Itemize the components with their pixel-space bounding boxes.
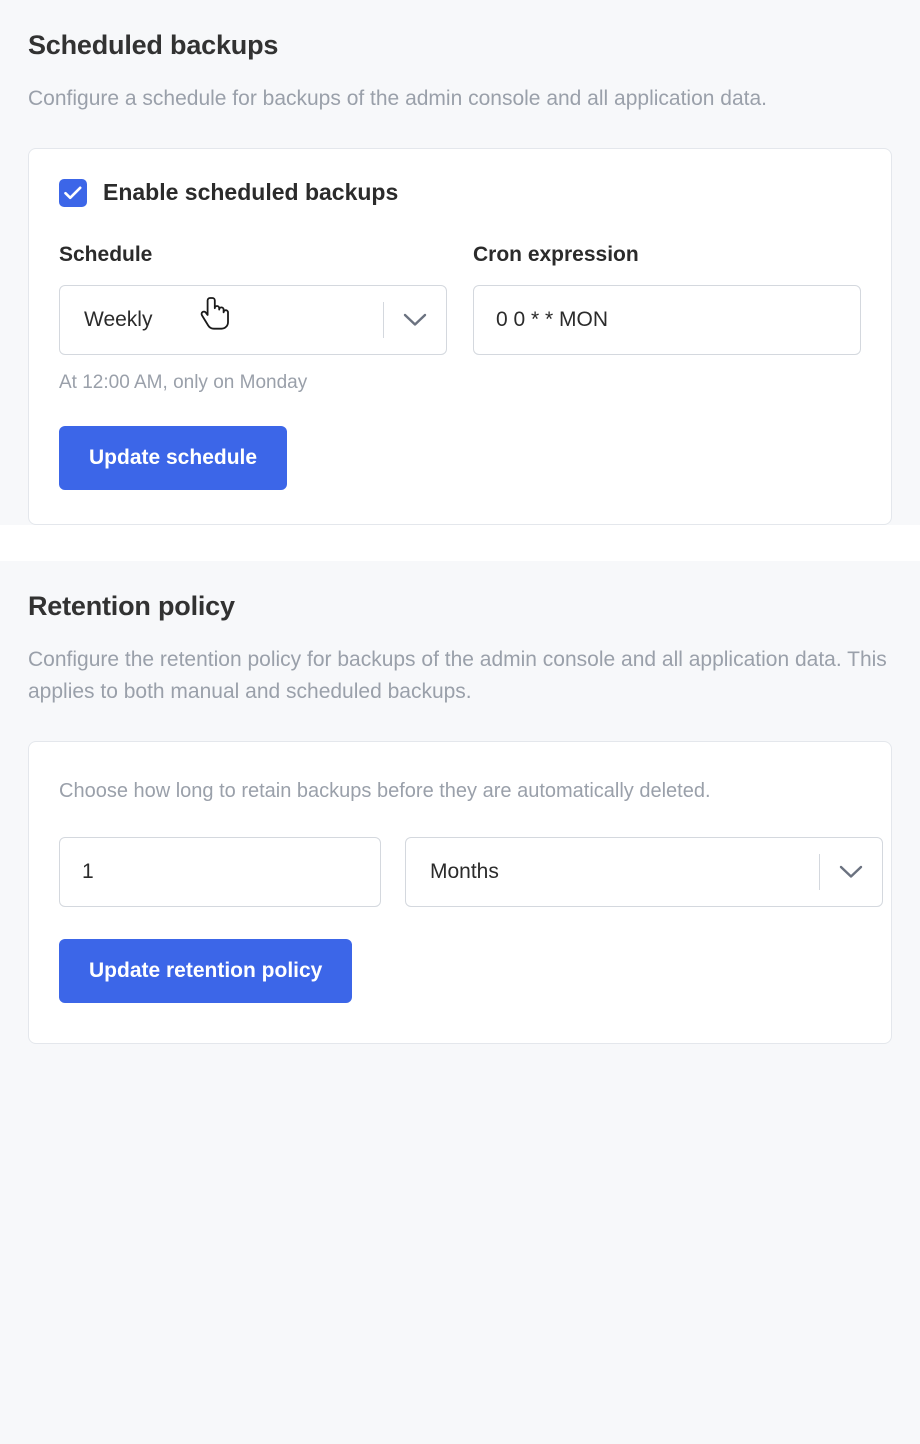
cron-expression-input[interactable] (473, 285, 861, 355)
scheduled-backups-card (28, 148, 892, 525)
retention-unit-field (405, 837, 883, 907)
cron-helper-text: At 12:00 AM, only on Monday (59, 371, 308, 393)
section-separator (0, 525, 920, 561)
retention-policy-section (0, 561, 920, 1044)
schedule-label: Schedule (59, 242, 153, 266)
chevron-down-icon (384, 312, 446, 328)
cron-expression-label: Cron expression (473, 242, 639, 266)
retention-policy-description: Configure the retention policy for backups of the admin console and all application data. This applies to both manual and scheduled backups. (28, 647, 887, 704)
retention-policy-note: Choose how long to retain backups before they are automatically deleted. (59, 779, 711, 802)
enable-scheduled-backups-row[interactable] (59, 179, 861, 207)
schedule-fields-row (59, 243, 861, 394)
checkmark-icon (64, 186, 82, 200)
update-retention-policy-button[interactable]: Update retention policy (59, 939, 352, 1003)
scheduled-backups-description: Configure a schedule for backups of the admin console and all application data. (28, 87, 767, 110)
retention-unit-select-value: Months (430, 859, 499, 883)
retention-unit-select[interactable] (405, 837, 883, 907)
cron-expression-field (473, 243, 861, 394)
schedule-select[interactable] (59, 285, 447, 355)
enable-scheduled-backups-checkbox[interactable] (59, 179, 87, 207)
retention-fields-row (59, 837, 861, 907)
schedule-field (59, 243, 447, 394)
scheduled-backups-section (0, 0, 920, 525)
schedule-select-value: Weekly (84, 307, 153, 331)
chevron-down-icon (820, 864, 882, 880)
page-title: Scheduled backups (28, 30, 279, 60)
retention-amount-input[interactable] (59, 837, 381, 907)
retention-policy-card (28, 741, 892, 1044)
update-schedule-button[interactable]: Update schedule (59, 426, 287, 490)
retention-amount-field (59, 837, 381, 907)
enable-scheduled-backups-label: Enable scheduled backups (103, 179, 399, 206)
retention-policy-title: Retention policy (28, 590, 235, 621)
